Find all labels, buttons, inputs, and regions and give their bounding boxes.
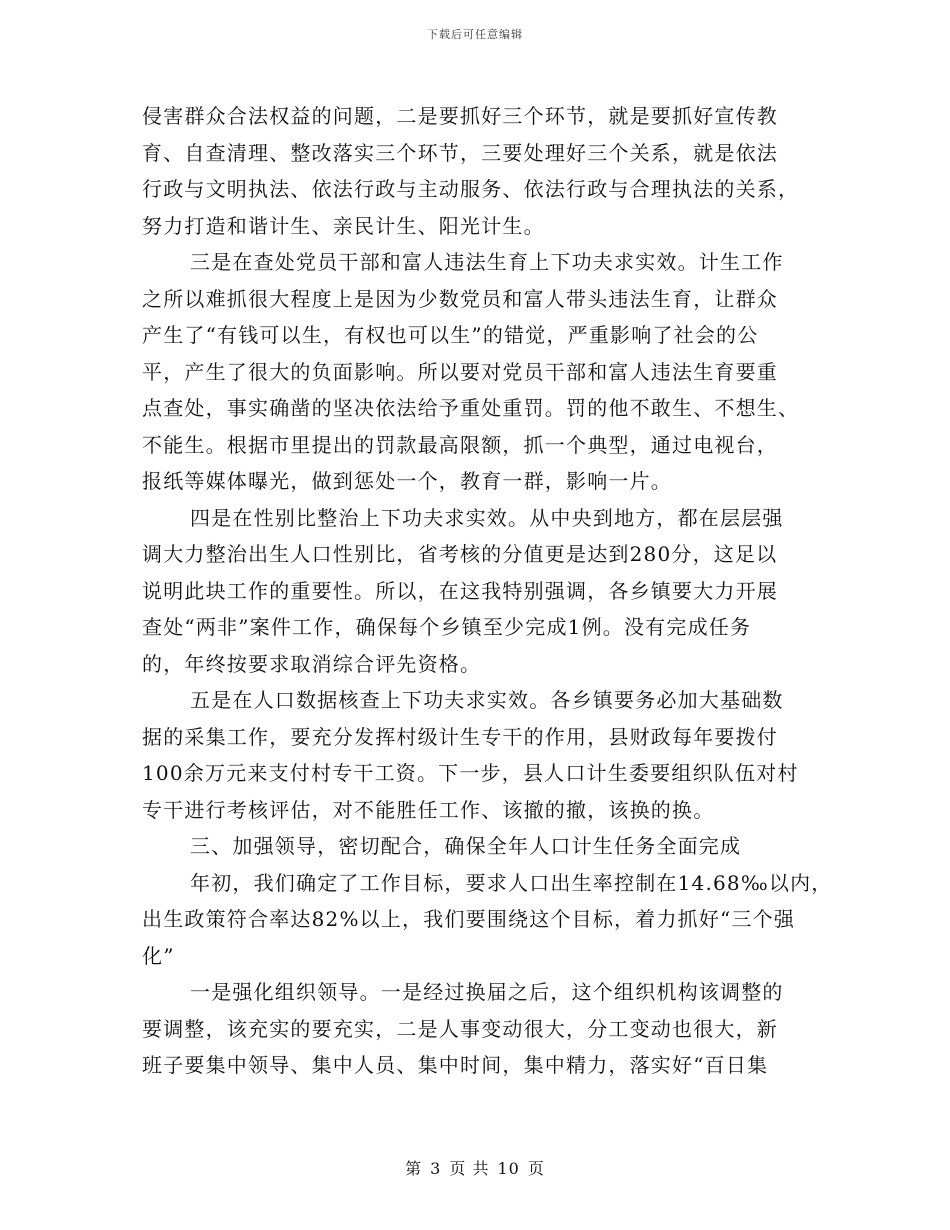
page-footer [0, 1156, 950, 1179]
text-line: 侵害群众合法权益的问题，二是要抓好三个环节，就是要抓好宣传教 [142, 104, 778, 128]
text-line: 查处“两非”案件工作，确保每个乡镇至少完成1例。没有完成任务 [142, 615, 752, 639]
text-line: 育、自查清理、整改落实三个环节，三要处理好三个关系，就是依法 [142, 140, 778, 165]
text-line: 产生了“有钱可以生，有权也可以生”的错觉，严重影响了社会的公 [142, 323, 759, 347]
footer-current-page: 3 [430, 1159, 442, 1178]
text-line: 平，产生了很大的负面影响。所以要对党员干部和富人违法生育要重 [142, 359, 778, 384]
text-line: 化” [142, 943, 175, 968]
text-line: 四是在性别比整治上下功夫求实效。从中央到地方，都在层层强 [190, 505, 784, 530]
text-line: 要调整，该充实的要充实，二是人事变动很大，分工变动也很大，新 [142, 1016, 778, 1041]
text-line: 据的采集工作，要充分发挥村级计生专干的作用，县财政每年要拨付 [142, 724, 778, 749]
document-body [142, 98, 832, 1084]
text-line: 五是在人口数据核查上下功夫求实效。各乡镇要务必加大基础数 [190, 688, 784, 712]
page-header-note: 下载后可任意编辑 [427, 28, 523, 41]
footer-middle: 页 共 [449, 1159, 490, 1178]
text-line: 三、加强领导，密切配合，确保全年人口计生任务全面完成 [190, 834, 742, 858]
text-line: 之所以难抓很大程度上是因为少数党员和富人带头违法生育，让群众 [142, 286, 778, 311]
text-line: 行政与文明执法、依法行政与主动服务、依法行政与合理执法的关系， [142, 177, 800, 201]
text-line: 三是在查处党员干部和富人违法生育上下功夫求实效。计生工作 [190, 250, 784, 274]
footer-prefix: 第 [405, 1159, 423, 1178]
text-line: 说明此块工作的重要性。所以，在这我特别强调，各乡镇要大力开展 [142, 578, 778, 603]
text-line: 报纸等媒体曝光，做到惩处一个，教育一群，影响一片。 [142, 469, 672, 493]
text-line: 调大力整治出生人口性别比，省考核的分值更是达到280分，这足以 [142, 542, 778, 566]
footer-total-pages: 10 [497, 1159, 520, 1178]
text-line: 出生政策符合率达82%以上，我们要围绕这个目标，着力抓好“三个强 [142, 907, 796, 931]
text-line: 不能生。根据市里提出的罚款最高限额，抓一个典型，通过电视台， [142, 432, 778, 457]
footer-suffix: 页 [527, 1159, 545, 1178]
text-line: 一是强化组织领导。一是经过换届之后，这个组织机构该调整的 [190, 980, 784, 1004]
text-line: 年初，我们确定了工作目标，要求人口出生率控制在14.68‰以内， [190, 870, 833, 895]
text-line: 点查处，事实确凿的坚决依法给予重处重罚。罚的他不敢生、不想生、 [142, 396, 800, 420]
text-line: 专干进行考核评估，对不能胜任工作、该撤的撤，该换的换。 [142, 797, 715, 822]
text-line: 努力打造和谐计生、亲民计生、阳光计生。 [142, 213, 545, 238]
text-line: 班子要集中领导、集中人员、集中时间，集中精力，落实好“百日集 [142, 1053, 769, 1077]
text-line: 的，年终按要求取消综合评先资格。 [142, 651, 482, 676]
text-line: 100余万元来支付村专干工资。下一步，县人口计生委要组织队伍对村 [142, 761, 799, 785]
